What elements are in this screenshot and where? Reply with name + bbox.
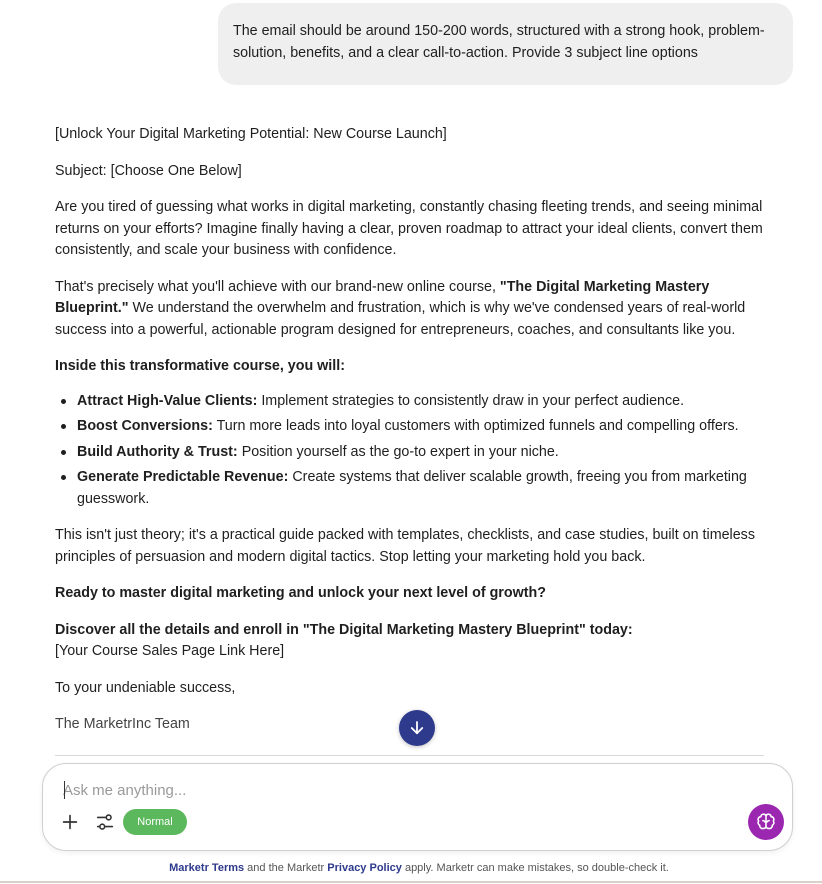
- brain-icon: [755, 811, 777, 833]
- solution-paragraph: [55, 277, 767, 342]
- benefit-text: Turn more leads into loyal customers with optimized funnels and compelling offers.: [216, 418, 739, 434]
- benefit-text: Position yourself as the go-to expert in your niche.: [241, 443, 559, 460]
- tools-button[interactable]: [94, 811, 116, 833]
- mode-selector[interactable]: [123, 809, 187, 835]
- footer-text: and the Marketr: [244, 862, 328, 874]
- signature: The MarketrInc Team: [55, 716, 190, 732]
- add-button[interactable]: [59, 811, 81, 833]
- plus-icon: [59, 811, 81, 833]
- benefit-title: Build Authority & Trust:: [77, 443, 238, 460]
- mode-label: Normal: [137, 816, 173, 828]
- benefit-text: Create systems that deliver scalable growth, freeing you from marketing guesswork.: [77, 469, 747, 507]
- theory-paragraph: This isn't just theory; it's a practical guide packed with templates, checklists, and case studies, built on timeless principles of persuasion and modern digital tactics. Stop letting your marketing hold you back.: [55, 527, 755, 565]
- cta-question: Ready to master digital marketing and unlock your next level of growth?: [55, 585, 546, 601]
- user-message-bubble: [218, 3, 793, 85]
- benefits-list: [55, 391, 767, 511]
- benefit-title: Generate Predictable Revenue:: [77, 469, 289, 485]
- list-item: [55, 391, 767, 413]
- email-title-line: [Unlock Your Digital Marketing Potential: New Course Launch]: [55, 126, 447, 142]
- cta-link: [Your Course Sales Page Link Here]: [55, 643, 285, 659]
- divider: [55, 755, 764, 756]
- list-item: [55, 467, 767, 510]
- brain-button[interactable]: [748, 804, 784, 840]
- text-caret: [64, 781, 65, 799]
- benefit-title: Boost Conversions:: [77, 418, 213, 434]
- scroll-down-button[interactable]: [399, 710, 435, 746]
- hook-paragraph: Are you tired of guessing what works in digital marketing, constantly chasing fleeting trends, and seeing minimal returns on your efforts? Imagine finally having a clear, proven roadmap to attract your ideal clients, convert them consistently, and scale your business with confidence.: [55, 199, 763, 258]
- sliders-icon: [94, 811, 116, 833]
- chat-input[interactable]: [63, 778, 663, 802]
- user-message-text: The email should be around 150-200 words, structured with a strong hook, problem-solution, benefits, and a clear call-to-action. Provide 3 subject line options: [233, 23, 765, 61]
- cta-action: Discover all the details and enroll in "The Digital Marketing Mastery Blueprint" today:: [55, 621, 633, 638]
- footer-disclaimer-text: apply. Marketr can make mistakes, so double-check it.: [401, 862, 669, 874]
- benefits-heading: Inside this transformative course, you will:: [55, 358, 345, 374]
- arrow-down-icon: [408, 719, 426, 737]
- list-item: [55, 442, 767, 464]
- solution-rest: We understand the overwhelm and frustration, which is why we've condensed years of real-world success into a powerful, actionable program designed for entrepreneurs, coaches, and consultants like you.: [55, 300, 746, 338]
- course-name: "The Digital Marketing Mastery Blueprint.": [55, 278, 710, 316]
- benefit-text: Implement strategies to consistently draw in your perfect audience.: [261, 392, 685, 409]
- terms-link[interactable]: Marketr Terms: [169, 862, 245, 874]
- benefit-title: Attract High-Value Clients:: [77, 392, 258, 409]
- closing-line: To your undeniable success,: [55, 679, 236, 696]
- bottom-border: [0, 881, 822, 883]
- assistant-response: [55, 124, 767, 751]
- privacy-policy-link[interactable]: Privacy Policy: [327, 862, 402, 874]
- list-item: [55, 416, 767, 438]
- solution-intro: That's precisely what you'll achieve with our brand-new online course,: [55, 278, 500, 295]
- email-subject-line: Subject: [Choose One Below]: [55, 162, 242, 179]
- chat-composer: [42, 763, 793, 851]
- footer-disclaimer: [0, 862, 822, 874]
